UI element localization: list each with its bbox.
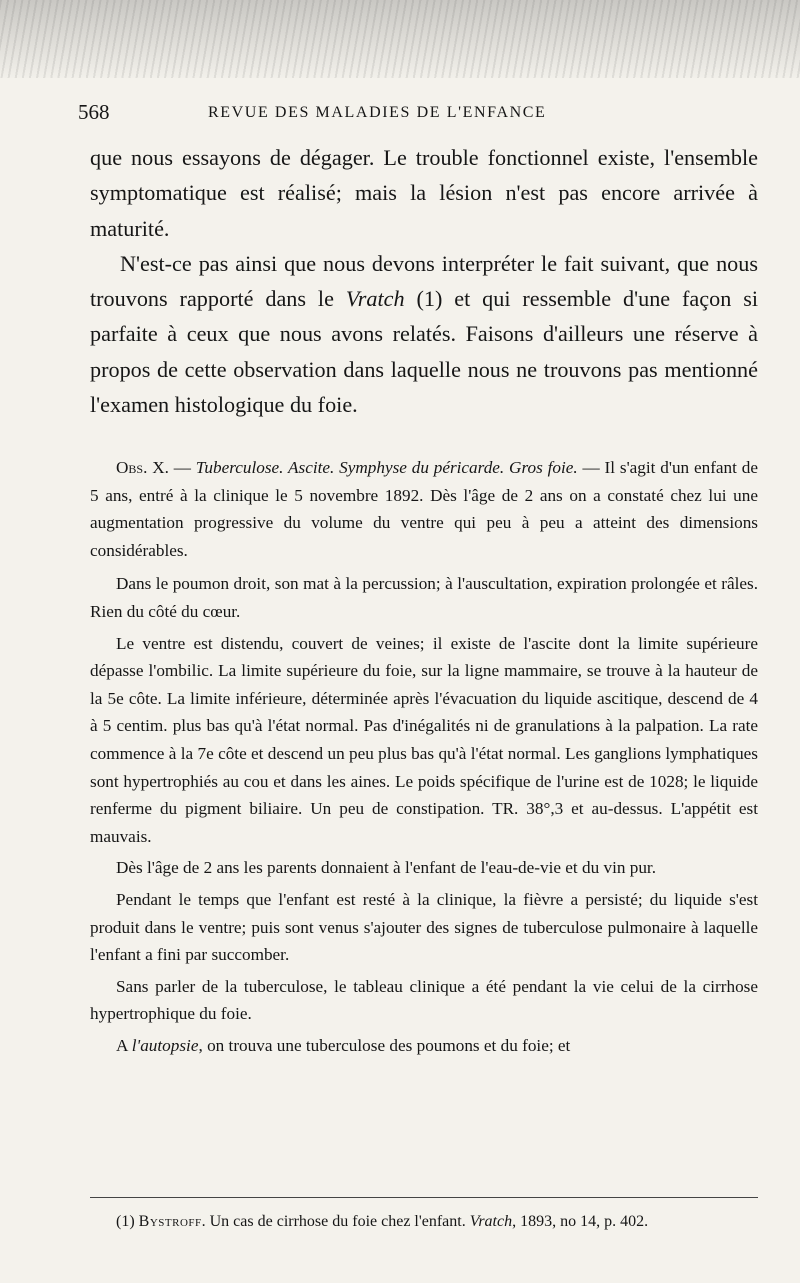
observation-title: Tuberculose. Ascite. Symphyse du péricarde. Gros foie.	[195, 458, 578, 477]
observation-block	[90, 454, 758, 1063]
footnote-journal: Vratch	[469, 1213, 513, 1230]
paragraph-2	[90, 246, 758, 422]
observation-intro-text: — Il s'agit d'un enfant de 5 ans, entré à la clinique le 5 novembre 1892. Dès l'âge de 2 ans on a constaté chez lui une augmentation progressive du volume du ventre qui peu à peu a atteint des dimensions considérables.	[90, 458, 758, 560]
observation-paragraph: Sans parler de la tuberculose, le tableau clinique a été pendant la vie celui de la cirrhose hypertrophique du foie.	[90, 976, 758, 1024]
observation-paragraph: Dans le poumon droit, son mat à la percussion; à l'auscultation, expiration prolongée et râles. Rien du côté du cœur.	[90, 574, 758, 621]
observation-paragraph: Pendant le temps que l'enfant est resté à la clinique, la fièvre a persisté; du liquide s'est produit dans le ventre; puis sont venus s'ajouter des signes de tuberculose pulmonaire à laquelle l'enfant a fini par succomber.	[90, 889, 758, 965]
observation-label: Obs. X. —	[116, 458, 191, 477]
footnote-text: , 1893, no 14, p. 402.	[512, 1213, 649, 1230]
footnote-marker: (1)	[116, 1213, 139, 1230]
main-text	[90, 140, 758, 422]
page-header	[78, 100, 758, 130]
observation-text: , on trouva une tuberculose des poumons et du foie; et	[198, 1035, 571, 1055]
journal-reference: Vratch	[345, 286, 405, 312]
paragraph-2-part-a: N'est-ce pas ainsi que nous devons interpréter le fait suivant, que nous trouvons rapporté dans le	[90, 250, 758, 312]
scan-edge-shading	[0, 0, 800, 78]
observation-intro	[90, 454, 758, 564]
footnote	[90, 1208, 758, 1235]
observation-paragraph	[90, 1032, 758, 1060]
footnote-author: Bystroff	[138, 1213, 202, 1230]
observation-paragraph: Le ventre est distendu, couvert de veines; il existe de l'ascite dont la limite supérieure dépasse l'ombilic. La limite supérieure du foie, sur la ligne mammaire, se trouve à la hauteur de la 5e côte. La limite inférieure, déterminée après l'évacuation du liquide ascitique, descend de 4 à 5 centim. plus bas qu'à l'état normal. Pas d'inégalités ni de granulations à la palpation. La rate commence à la 7e côte et descend un peu plus bas qu'à l'état normal. Les ganglions lymphatiques sont hypertrophiés au cou et dans les aines. Le poids spécifique de l'urine est de 1028; le liquide renferme du pigment biliaire. Un peu de constipation. TR. 38°,3 et au-dessus. L'appétit est mauvais.	[90, 633, 758, 846]
footnote-text: . Un cas de cirrhose du foie chez l'enfant.	[201, 1213, 470, 1230]
footnote-divider	[90, 1197, 758, 1198]
observation-paragraph: Dès l'âge de 2 ans les parents donnaient à l'enfant de l'eau-de-vie et du vin pur.	[116, 858, 657, 878]
running-title: REVUE DES MALADIES DE L'ENFANCE	[208, 104, 547, 121]
page-number: 568	[78, 100, 110, 124]
paragraph-1: que nous essayons de dégager. Le trouble fonctionnel existe, l'ensemble symptomatique est réalisé; mais la lésion n'est pas encore arrivée à maturité.	[90, 145, 758, 241]
paragraph-2-part-b: (1) et qui ressemble d'une façon si parfaite à ceux que nous avons relatés. Faisons d'ailleurs une réserve à propos de cette observation dans laquelle nous ne trouvons pas mentionné l'examen histologique du foie.	[90, 286, 758, 418]
autopsy-term: l'autopsie	[131, 1035, 199, 1055]
observation-text: A	[116, 1035, 132, 1055]
